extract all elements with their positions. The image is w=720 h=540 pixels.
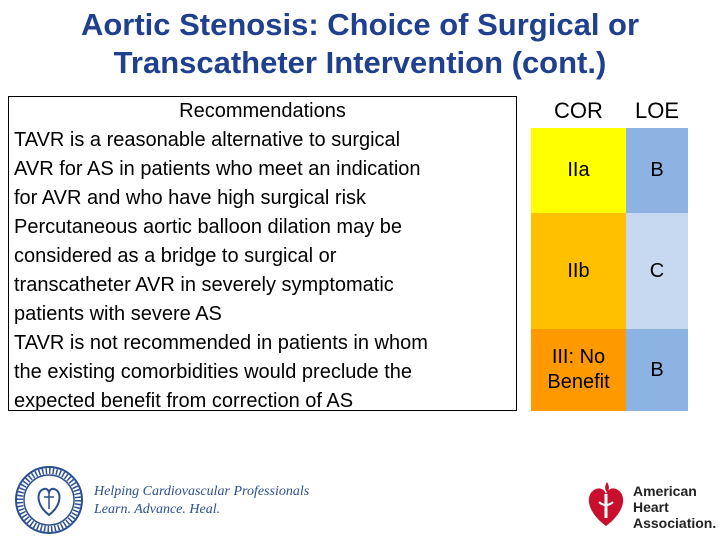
cor-value-2: IIb (567, 259, 590, 282)
cor-value-1: IIa (567, 159, 590, 181)
recommendation-2-line4: patients with severe AS (14, 303, 222, 325)
aha-wordmark-line2: Heart (633, 499, 669, 515)
cor-cell-3 (531, 329, 626, 411)
aha-wordmark-line1: American (633, 483, 697, 499)
recommendation-3 (14, 329, 428, 416)
acc-tagline-line2: Learn. Advance. Heal. (94, 502, 221, 517)
loe-value-1: B (650, 159, 664, 181)
loe-cell-1 (626, 128, 688, 213)
loe-header: LOE (634, 98, 680, 123)
recommendation-2-line2: considered as a bridge to surgical or (14, 245, 337, 267)
cor-cell-2 (531, 213, 626, 329)
slide-title-line1: Aortic Stenosis: Choice of Surgical or (80, 7, 640, 42)
aha-wordmark (633, 483, 716, 531)
loe-value-2: C (649, 259, 665, 282)
slide-title (0, 6, 720, 82)
recommendation-3-line3: expected benefit from correction of AS (14, 390, 354, 412)
recommendation-2 (14, 213, 402, 329)
recommendation-1-line1: TAVR is a reasonable alternative to surgical (14, 129, 401, 151)
acc-tagline (94, 483, 309, 519)
recommendation-1-line2: AVR for AS in patients who meet an indication (14, 158, 421, 180)
recommendation-3-line2: the existing comorbidities would preclude the (14, 361, 412, 383)
acc-seal-logo (14, 465, 84, 535)
cor-cell-1 (531, 128, 626, 213)
recommendation-2-line1: Percutaneous aortic balloon dilation may be (14, 216, 403, 238)
cor-value-3-line2: Benefit (547, 371, 610, 393)
cor-header: COR (554, 98, 603, 123)
recommendation-2-line3: transcatheter AVR in severely symptomatic (14, 274, 394, 296)
slide-title-line2: Transcatheter Intervention (cont.) (113, 45, 607, 80)
acc-tagline-line1: Helping Cardiovascular Professionals (94, 484, 310, 499)
loe-cell-3 (626, 329, 688, 411)
aha-wordmark-line3: Association. (633, 515, 717, 531)
cor-value-3-line1: III: No (551, 346, 606, 368)
aha-heart-torch-icon (583, 478, 629, 530)
loe-value-3: B (650, 358, 664, 381)
recommendation-1 (14, 126, 421, 213)
recommendation-3-line1: TAVR is not recommended in patients in whom (14, 332, 428, 354)
recommendations-header: Recommendations (179, 100, 346, 122)
recommendation-1-line3: for AVR and who have high surgical risk (14, 187, 367, 209)
loe-cell-2 (626, 213, 688, 329)
